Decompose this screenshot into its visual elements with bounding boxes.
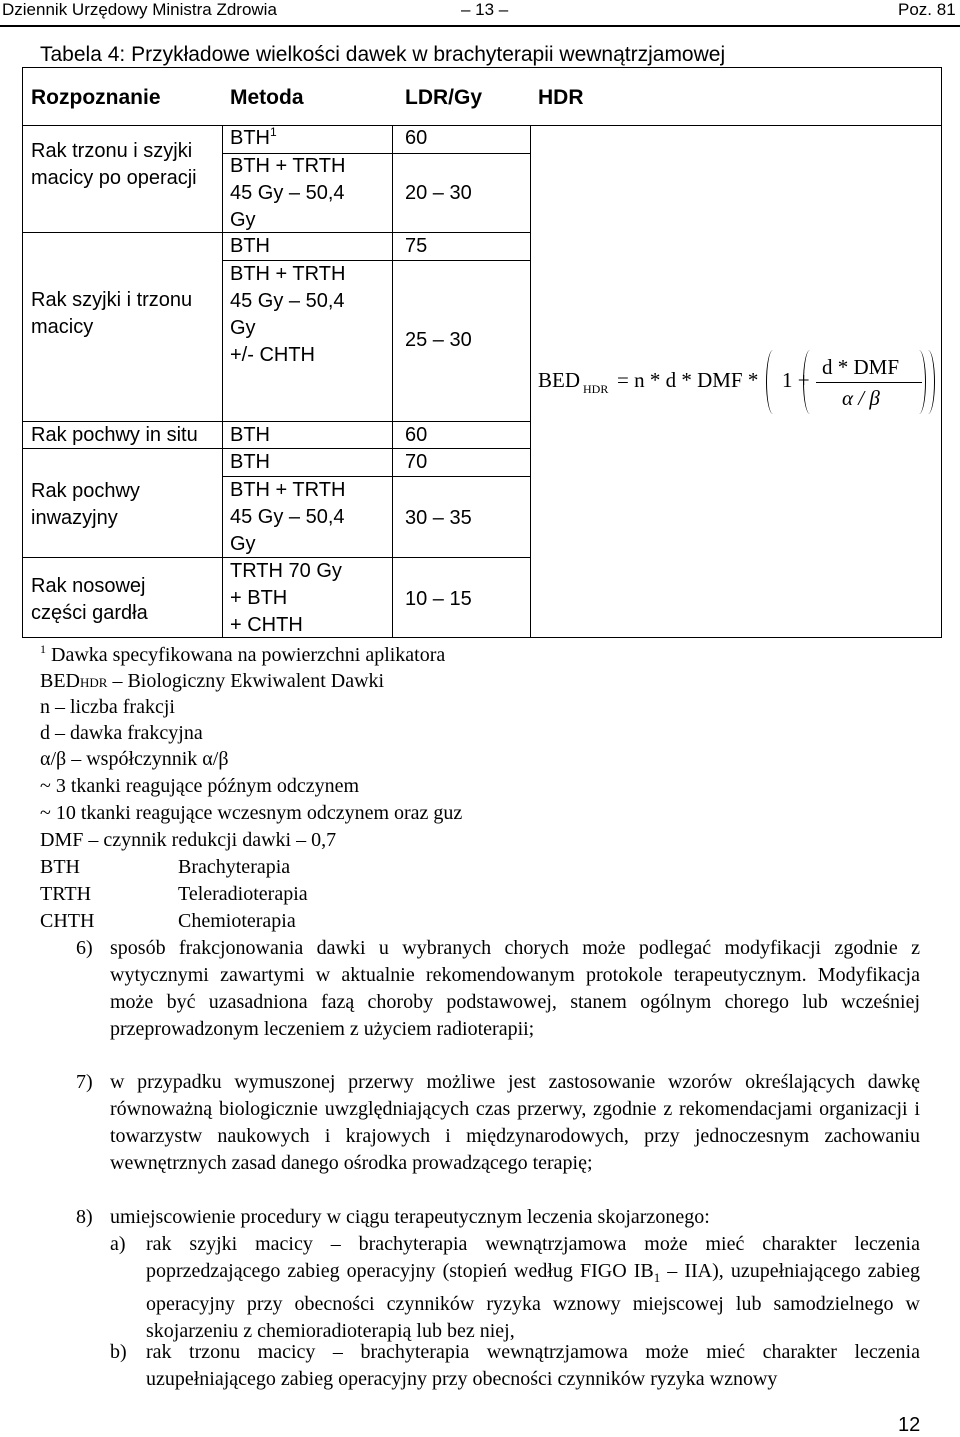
method-cell: BTH + TRTH 45 Gy – 50,4 Gy	[230, 479, 346, 555]
abbr-value: Chemioterapia	[178, 910, 296, 932]
formula-numerator: d * DMF	[822, 355, 900, 379]
abbr-key: CHTH	[40, 910, 95, 932]
footnote-n: n – liczba frakcji	[40, 696, 175, 718]
header-method: Metoda	[230, 86, 304, 109]
page-number: 12	[898, 1414, 921, 1436]
method-cell: BTH$^1$	[230, 125, 277, 149]
item-number: 7)	[76, 1071, 93, 1093]
method-cell: BTH	[230, 235, 270, 257]
formula-right-paren	[921, 350, 935, 414]
page-marker: – 13 –	[461, 0, 509, 19]
table-col-divider-3	[530, 125, 531, 638]
item-number: 8)	[76, 1206, 93, 1228]
ldr-value: 30 – 35	[405, 507, 472, 529]
formula-left-paren	[766, 350, 780, 414]
subitem-letter: b)	[110, 1341, 127, 1363]
subitem-letter: a)	[110, 1233, 126, 1255]
abbr-key: TRTH	[40, 883, 92, 905]
header-hdr: HDR	[538, 86, 584, 109]
footnote-alpha-beta: α/β – współczynnik α/β	[40, 748, 229, 770]
method-cell: BTH + TRTH 45 Gy – 50,4 Gy	[230, 155, 346, 231]
subitem-b-text: rak trzonu macicy – brachyterapia wewnątrzjamowa może mieć charakter leczenia uzupełniającego zabieg operacyjny przy obecności czynników ryzyka wznowy	[146, 1341, 920, 1390]
abbr-key: BTH	[40, 856, 80, 878]
header-diagnosis: Rozpoznanie	[31, 86, 161, 109]
table-col-divider-1	[222, 125, 223, 638]
ldr-value: 60	[405, 424, 428, 446]
method-cell: BTH	[230, 424, 270, 446]
diagnosis-cell: Rak trzonu i szyjki macicy po operacji	[31, 140, 197, 189]
ldr-value: 75	[405, 235, 428, 257]
diagnosis-cell: Rak pochwy in situ	[31, 424, 198, 446]
method-cell: BTH + TRTH 45 Gy – 50,4 Gy +/- CHTH	[230, 263, 346, 366]
ldr-value: 70	[405, 451, 428, 473]
item-6-text: sposób frakcjonowania dawki u wybranych chorych może podlegać modyfikacji zgodnie z wytycznymi zawartymi w aktualnie rekomendowanym protokole terapeutycznym. Modyfikacja może być uzasadniona fazą choroby podstawowej, stanem ogólnym chorego lub wcześniej przeprowadzonym leczeniem z użyciem radioterapii;	[110, 937, 920, 1040]
footnote-late-tissue: ~ 3 tkanki reagujące późnym odczynem	[40, 775, 360, 797]
table-header-rule	[22, 125, 942, 126]
table-title: Tabela 4: Przykładowe wielkości dawek w brachyterapii wewnątrzjamowej	[40, 43, 726, 66]
formula-bed: BED	[538, 368, 580, 392]
ldr-value: 60	[405, 127, 428, 149]
header-ldr: LDR/Gy	[405, 86, 483, 109]
table-col-divider-2	[392, 125, 393, 638]
abbr-value: Brachyterapia	[178, 856, 291, 878]
diagnosis-cell: Rak nosowej części gardła	[31, 575, 148, 624]
header-rule	[0, 25, 960, 27]
abbr-value: Teleradioterapia	[178, 883, 308, 905]
formula-subscript: HDR	[583, 382, 609, 396]
ldr-value: 20 – 30	[405, 182, 472, 204]
diagnosis-cell: Rak pochwy inwazyjny	[31, 480, 140, 529]
formula-inner-left-paren	[803, 350, 817, 414]
footnote-bed: BEDHDR – Biologiczny Ekwiwalent Dawki	[40, 670, 385, 692]
position-number: Poz. 81	[898, 0, 956, 19]
footnote-dmf: DMF – czynnik redukcji dawki – 0,7	[40, 829, 337, 851]
method-cell: TRTH 70 Gy + BTH + CHTH	[230, 560, 342, 636]
diagnosis-cell: Rak szyjki i trzonu macicy	[31, 289, 193, 338]
item-8-text: umiejscowienie procedury w ciągu terapeutycznym leczenia skojarzonego:	[110, 1206, 710, 1228]
footnote-d: d – dawka frakcyjna	[40, 722, 203, 744]
footnote-early-tissue: ~ 10 tkanki reagujące wczesnym odczynem oraz guz	[40, 802, 463, 824]
journal-name: Dziennik Urzędowy Ministra Zdrowia	[2, 0, 277, 19]
formula-denominator: α / β	[842, 386, 880, 410]
ldr-value: 25 – 30	[405, 329, 472, 351]
subitem-a-text: rak szyjki macicy – brachyterapia wewnątrzjamowa może mieć charakter leczenia poprzedzającego zabieg operacyjny (stopień według FIGO $IB_1 - IIA$), uzupełniającego zabieg operacyjny przy obecności czynników ryzyka wznowy miejscowej lub samodzielnego w skojarzeniu z chemioradioterapią lub bez niej,	[146, 1233, 920, 1342]
method-cell: BTH	[230, 451, 270, 473]
item-number: 6)	[76, 937, 93, 959]
ldr-value: 10 – 15	[405, 588, 472, 610]
formula-product: = n * d * DMF *	[617, 368, 759, 392]
footnote-1: $^1$ Dawka specyfikowana na powierzchni aplikatora	[40, 642, 446, 666]
item-7-text: w przypadku wymuszonej przerwy możliwe jest zastosowanie wzorów określających dawkę równoważną biologicznie uwzględniających czas przerwy, zgodnie z rekomendacjami organizacji i towarzystw naukowych i krajowych i międzynarodowych, przy jednoczesnym zachowaniu wewnętrznych zasad danego ośrodka prowadzącego terapię;	[110, 1071, 920, 1174]
formula-fraction-bar	[816, 382, 922, 383]
formula-one-plus: 1 +	[782, 368, 810, 392]
